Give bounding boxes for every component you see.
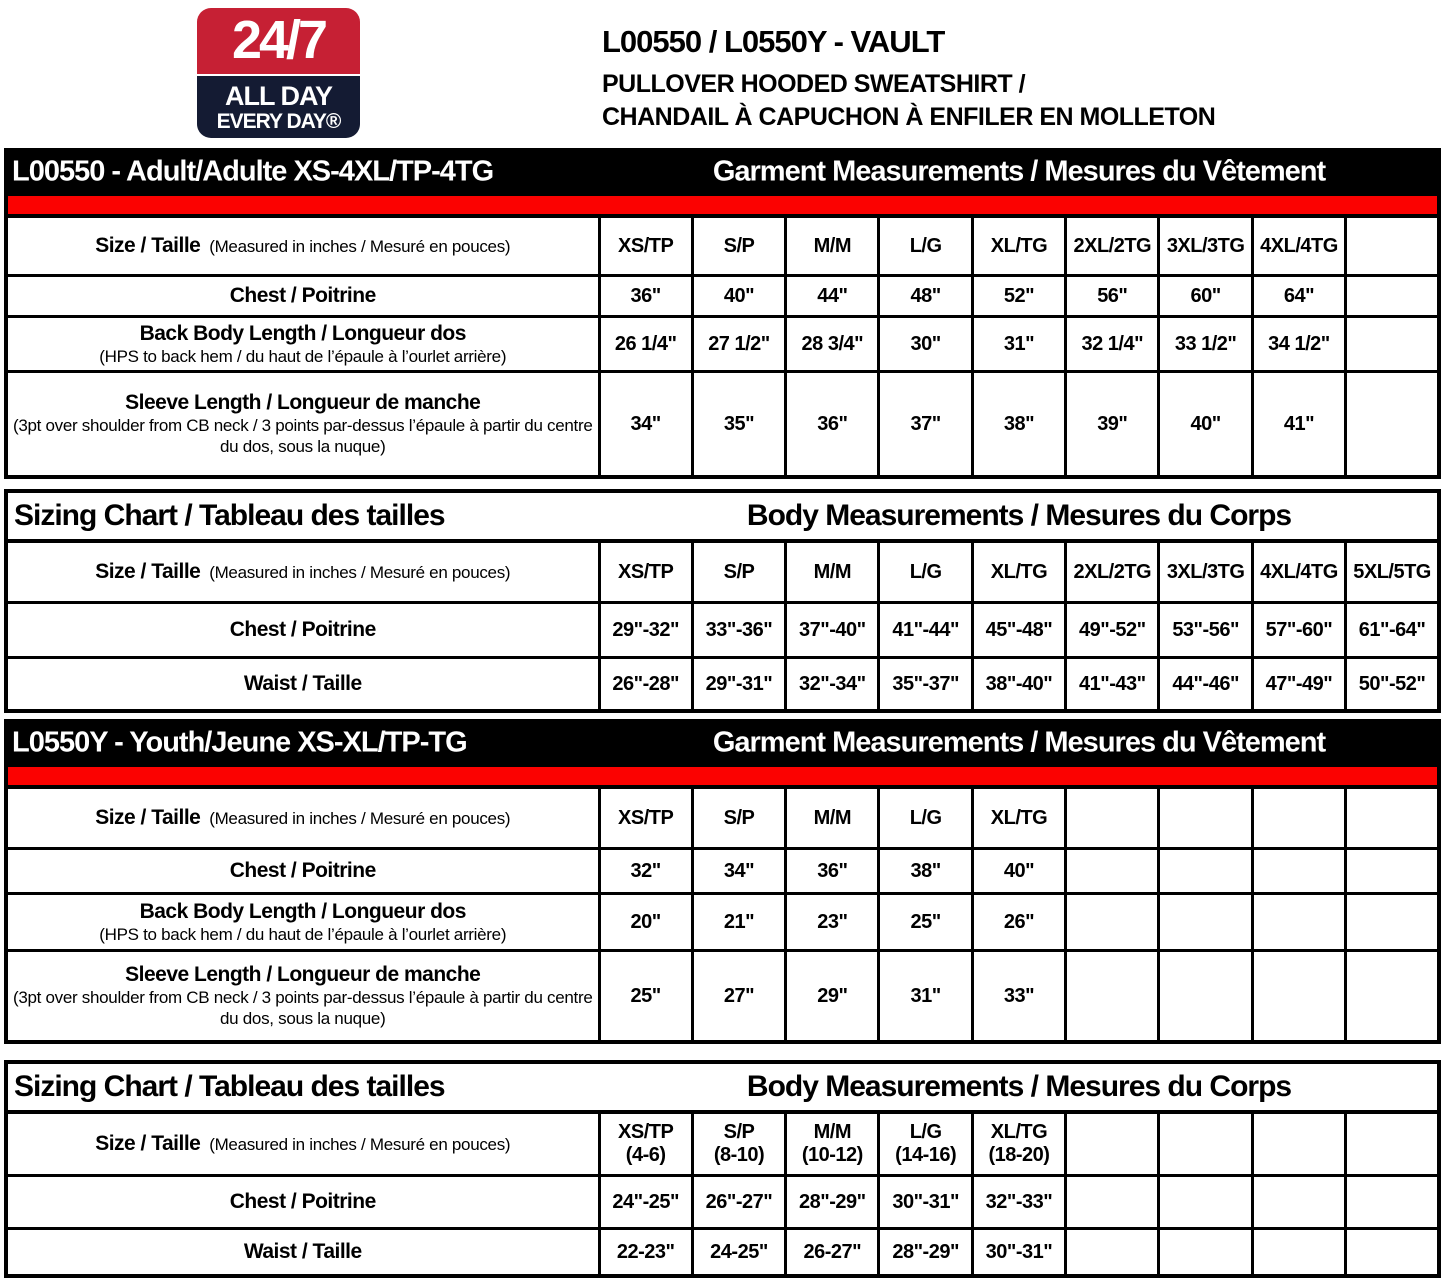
brand-logo-24-7 (197, 8, 360, 140)
body-measurements-title: Body Measurements / Mesures du Corps (746, 1070, 1292, 1103)
empty-cell (1252, 849, 1345, 894)
measurement-cell: 36" (786, 849, 879, 894)
sizing-chart-title: Sizing Chart / Tableau des tailles (14, 1070, 445, 1103)
empty-cell (1066, 894, 1159, 951)
size-header-row (6, 216, 1439, 276)
size-column-header: S/P (692, 216, 785, 276)
row-label: Chest / Poitrine (229, 1190, 376, 1213)
measurement-cell: 32 1/4" (1066, 317, 1159, 372)
size-header-label-cell (6, 787, 599, 849)
row-label-cell (6, 1229, 599, 1277)
measurement-cell: 35" (692, 372, 785, 478)
measurement-cell: 52" (972, 276, 1065, 317)
measurement-cell: 28 3/4" (786, 317, 879, 372)
size-units-note: (Measured in inches / Mesuré en pouces) (200, 809, 511, 828)
measurement-cell: 23" (786, 894, 879, 951)
size-column-header: 5XL/5TG (1346, 541, 1439, 603)
measurement-cell: 37" (879, 372, 972, 478)
measurement-cell: 28"-29" (786, 1176, 879, 1229)
adult-body-section (4, 489, 1441, 713)
empty-cell (1066, 849, 1159, 894)
logo-all-day-block (197, 76, 360, 138)
measurement-cell: 26 1/4" (599, 317, 692, 372)
empty-cell (1346, 1229, 1439, 1277)
measurement-cell: 49"-52" (1066, 603, 1159, 658)
size-column-header: S/P (8-10) (692, 1112, 785, 1176)
adult-body-title-row (4, 489, 1441, 539)
empty-cell (1159, 951, 1252, 1043)
measurement-cell: 41" (1252, 372, 1345, 478)
product-code-title: L00550 / L0550Y - VAULT (602, 24, 945, 59)
row-label: Back Body Length / Longueur dos (139, 321, 466, 345)
measurement-cell: 41"-43" (1066, 658, 1159, 712)
adult-garment-table (4, 214, 1441, 479)
empty-cell (1252, 1229, 1345, 1277)
size-column-header: S/P (692, 541, 785, 603)
size-column-header: M/M (786, 541, 879, 603)
empty-cell (1252, 951, 1345, 1043)
logo-all-day-text: ALL DAY (224, 81, 333, 111)
size-column-header: L/G (14-16) (879, 1112, 972, 1176)
product-title-block (602, 24, 1215, 134)
size-header-label-cell (6, 216, 599, 276)
measurement-cell: 26"-27" (692, 1176, 785, 1229)
measurement-cell: 40" (1159, 372, 1252, 478)
row-label-cell (6, 317, 599, 372)
measurement-cell: 32" (599, 849, 692, 894)
youth-garment-table (4, 785, 1441, 1044)
adult-garment-band (4, 148, 1441, 196)
size-column-header: XS/TP (599, 216, 692, 276)
measurement-cell: 33"-36" (692, 603, 785, 658)
body-measurements-title: Body Measurements / Mesures du Corps (746, 499, 1292, 532)
measurement-cell: 20" (599, 894, 692, 951)
measurement-cell: 25" (879, 894, 972, 951)
measurement-cell: 27 1/2" (692, 317, 785, 372)
measurement-cell: 36" (786, 372, 879, 478)
row-label: Chest / Poitrine (229, 618, 376, 641)
size-column-header: 4XL/4TG (1252, 216, 1345, 276)
size-label: Size / Taille (95, 806, 201, 829)
size-label: Size / Taille (95, 1132, 201, 1155)
measurement-cell: 31" (972, 317, 1065, 372)
measurement-cell: 44" (786, 276, 879, 317)
measurement-cell: 31" (879, 951, 972, 1043)
empty-cell (1159, 1176, 1252, 1229)
size-column-header: XS/TP (599, 541, 692, 603)
row-label: Waist / Taille (243, 1240, 362, 1263)
measurement-cell: 38"-40" (972, 658, 1065, 712)
measurement-cell: 30"-31" (879, 1176, 972, 1229)
measurement-cell: 53"-56" (1159, 603, 1252, 658)
row-label: Sleeve Length / Longueur de manche (125, 963, 481, 986)
measurement-cell: 32"-34" (786, 658, 879, 712)
empty-column-header (1346, 1112, 1439, 1176)
size-column-header: M/M (786, 216, 879, 276)
row-note: (3pt over shoulder from CB neck / 3 points par-dessus l’épaule à partir du centre du dos, sous la nuque) (12, 988, 593, 1028)
measurement-cell: 34 1/2" (1252, 317, 1345, 372)
measurement-row (6, 849, 1439, 894)
size-column-header: XL/TG (972, 541, 1065, 603)
size-column-header: S/P (692, 787, 785, 849)
measurement-row (6, 1229, 1439, 1277)
logo-every-day-text: EVERY DAY® (216, 110, 341, 133)
adult-body-table (4, 539, 1441, 713)
measurement-cell: 41"-44" (879, 603, 972, 658)
measurement-cell: 50"-52" (1346, 658, 1439, 712)
size-column-header: XL/TG (18-20) (972, 1112, 1065, 1176)
measurement-cell: 34" (692, 849, 785, 894)
size-header-row (6, 541, 1439, 603)
size-column-header: L/G (879, 216, 972, 276)
size-column-header: XL/TG (972, 787, 1065, 849)
youth-body-section (4, 1060, 1441, 1278)
measurement-cell: 34" (599, 372, 692, 478)
empty-cell (1346, 276, 1439, 317)
measurement-cell: 30"-31" (972, 1229, 1065, 1277)
row-label-cell (6, 951, 599, 1043)
measurement-row (6, 603, 1439, 658)
size-units-note: (Measured in inches / Mesuré en pouces) (200, 563, 511, 582)
measurement-cell: 56" (1066, 276, 1159, 317)
sizing-chart-title: Sizing Chart / Tableau des tailles (14, 499, 445, 532)
measurement-cell: 64" (1252, 276, 1345, 317)
youth-garment-section (4, 719, 1441, 1044)
measurement-cell: 47"-49" (1252, 658, 1345, 712)
row-note: (HPS to back hem / du haut de l’épaule à l’ourlet arrière) (99, 924, 507, 944)
red-divider-strip (4, 196, 1441, 214)
measurement-cell: 26" (972, 894, 1065, 951)
measurement-cell: 25" (599, 951, 692, 1043)
measurement-cell: 35"-37" (879, 658, 972, 712)
measurement-cell: 33" (972, 951, 1065, 1043)
empty-cell (1252, 1176, 1345, 1229)
empty-column-header (1066, 787, 1159, 849)
size-column-header: 3XL/3TG (1159, 541, 1252, 603)
measurement-row (6, 951, 1439, 1043)
measurement-cell: 38" (972, 372, 1065, 478)
measurement-cell: 36" (599, 276, 692, 317)
row-label-cell (6, 603, 599, 658)
measurement-row (6, 894, 1439, 951)
measurement-row (6, 317, 1439, 372)
row-label-cell (6, 276, 599, 317)
measurement-cell: 24"-25" (599, 1176, 692, 1229)
measurement-cell: 40" (692, 276, 785, 317)
measurement-cell: 24-25" (692, 1229, 785, 1277)
measurement-cell: 37"-40" (786, 603, 879, 658)
measurement-row (6, 372, 1439, 478)
row-label: Waist / Taille (243, 672, 362, 695)
size-column-header: 3XL/3TG (1159, 216, 1252, 276)
size-column-header: XS/TP (4-6) (599, 1112, 692, 1176)
row-label: Chest / Poitrine (229, 859, 376, 882)
measurement-row (6, 1176, 1439, 1229)
empty-cell (1252, 894, 1345, 951)
size-header-row (6, 1112, 1439, 1176)
measurement-cell: 29" (786, 951, 879, 1043)
empty-cell (1159, 894, 1252, 951)
empty-cell (1346, 849, 1439, 894)
row-label: Chest / Poitrine (229, 284, 376, 307)
row-note: (HPS to back hem / du haut de l’épaule à l’ourlet arrière) (99, 346, 507, 366)
empty-column-header (1252, 787, 1345, 849)
row-label-cell (6, 372, 599, 478)
measurement-cell: 32"-33" (972, 1176, 1065, 1229)
empty-cell (1346, 894, 1439, 951)
empty-column-header (1159, 787, 1252, 849)
document-header (4, 0, 1441, 148)
size-units-note: (Measured in inches / Mesuré en pouces) (200, 237, 511, 256)
row-label: Back Body Length / Longueur dos (139, 899, 466, 923)
measurement-cell: 38" (879, 849, 972, 894)
empty-cell (1159, 849, 1252, 894)
row-note: (3pt over shoulder from CB neck / 3 points par-dessus l’épaule à partir du centre du dos, sous la nuque) (12, 416, 593, 456)
size-column-header: L/G (879, 787, 972, 849)
size-column-header: M/M (10-12) (786, 1112, 879, 1176)
measurement-cell: 29"-31" (692, 658, 785, 712)
band-title-right: Garment Measurements / Mesures du Vêtement (712, 726, 1326, 759)
measurement-cell: 28"-29" (879, 1229, 972, 1277)
measurement-cell: 39" (1066, 372, 1159, 478)
size-column-header: 2XL/2TG (1066, 541, 1159, 603)
measurement-cell: 22-23" (599, 1229, 692, 1277)
empty-cell (1346, 372, 1439, 478)
size-label: Size / Taille (95, 560, 201, 583)
empty-cell (1066, 951, 1159, 1043)
product-name-fr: CHANDAIL À CAPUCHON À ENFILER EN MOLLETON (602, 103, 1216, 131)
logo-24-7-text: 24/7 (197, 8, 360, 74)
measurement-cell: 57"-60" (1252, 603, 1345, 658)
measurement-cell: 27" (692, 951, 785, 1043)
size-column-header: M/M (786, 787, 879, 849)
measurement-row (6, 276, 1439, 317)
size-header-label-cell (6, 1112, 599, 1176)
size-column-header: XS/TP (599, 787, 692, 849)
empty-column-header (1252, 1112, 1345, 1176)
measurement-cell: 60" (1159, 276, 1252, 317)
measurement-row (6, 658, 1439, 712)
measurement-cell: 26-27" (786, 1229, 879, 1277)
empty-column-header (1346, 787, 1439, 849)
measurement-cell: 26"-28" (599, 658, 692, 712)
red-divider-strip (4, 767, 1441, 785)
measurement-cell: 29"-32" (599, 603, 692, 658)
size-column-header: XL/TG (972, 216, 1065, 276)
band-title-left: L00550 - Adult/Adulte XS-4XL/TP-4TG (12, 155, 494, 188)
measurement-cell: 61"-64" (1346, 603, 1439, 658)
empty-cell (1346, 951, 1439, 1043)
empty-column-header (1066, 1112, 1159, 1176)
empty-cell (1159, 1229, 1252, 1277)
size-units-note: (Measured in inches / Mesuré en pouces) (200, 1135, 511, 1154)
measurement-cell: 45"-48" (972, 603, 1065, 658)
size-column-header: 4XL/4TG (1252, 541, 1345, 603)
empty-column-header (1159, 1112, 1252, 1176)
row-label-cell (6, 849, 599, 894)
row-label-cell (6, 658, 599, 712)
empty-cell (1346, 317, 1439, 372)
size-column-header: L/G (879, 541, 972, 603)
empty-cell (1066, 1229, 1159, 1277)
size-label: Size / Taille (95, 234, 201, 257)
measurement-cell: 40" (972, 849, 1065, 894)
band-title-right: Garment Measurements / Mesures du Vêtement (712, 155, 1326, 188)
youth-body-title-row (4, 1060, 1441, 1110)
size-column-header: 2XL/2TG (1066, 216, 1159, 276)
size-header-row (6, 787, 1439, 849)
empty-cell (1066, 1176, 1159, 1229)
product-name-en: PULLOVER HOODED SWEATSHIRT / (602, 70, 1026, 98)
empty-column-header (1346, 216, 1439, 276)
measurement-cell: 48" (879, 276, 972, 317)
adult-garment-section (4, 148, 1441, 479)
measurement-cell: 33 1/2" (1159, 317, 1252, 372)
size-header-label-cell (6, 541, 599, 603)
empty-cell (1346, 1176, 1439, 1229)
youth-body-table (4, 1110, 1441, 1278)
measurement-cell: 21" (692, 894, 785, 951)
row-label: Sleeve Length / Longueur de manche (125, 391, 481, 414)
measurement-cell: 44"-46" (1159, 658, 1252, 712)
youth-garment-band (4, 719, 1441, 767)
row-label-cell (6, 894, 599, 951)
band-title-left: L0550Y - Youth/Jeune XS-XL/TP-TG (12, 726, 467, 759)
measurement-cell: 30" (879, 317, 972, 372)
row-label-cell (6, 1176, 599, 1229)
